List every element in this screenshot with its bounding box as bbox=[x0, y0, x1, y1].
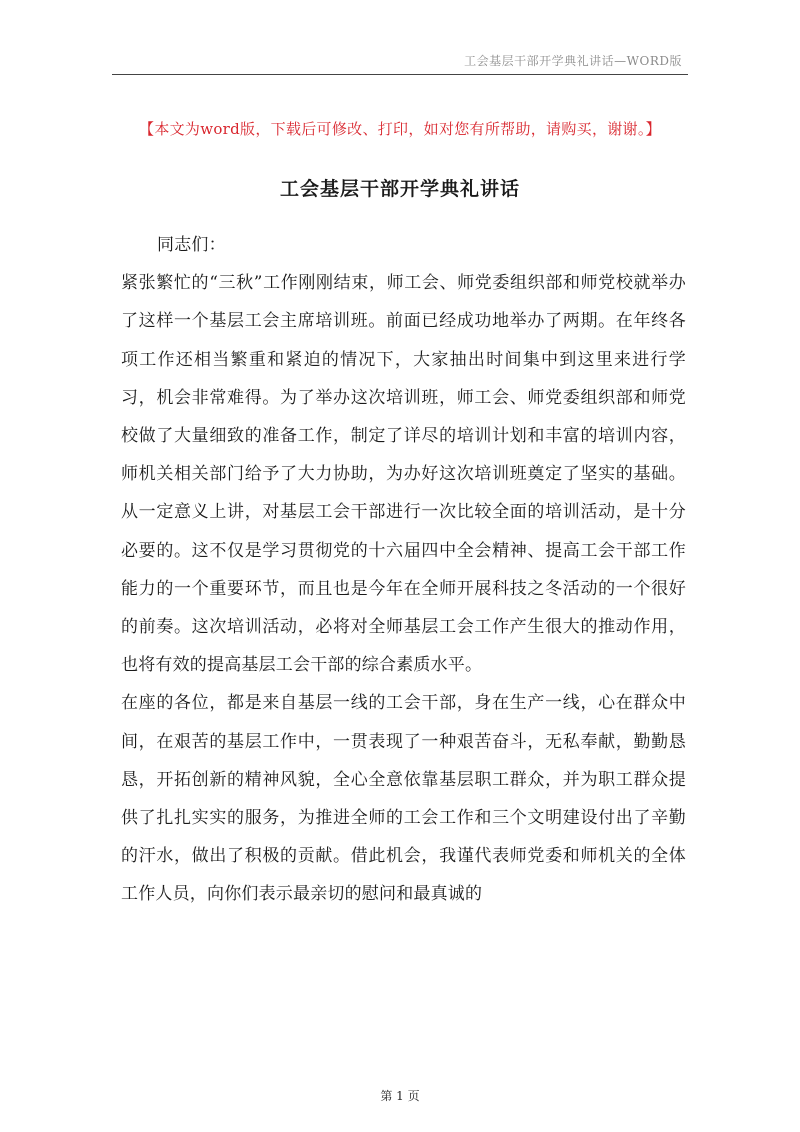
download-notice: 【本文为word版，下载后可修改、打印，如对您有所帮助，请购买，谢谢。】 bbox=[139, 120, 661, 138]
paragraph-1: 紧张繁忙的“三秋”工作刚刚结束，师工会、师党委组织部和师党校就举办了这样一个基层工会主席培训班。前面已经成功地举办了两期。在年终各项工作还相当繁重和紧迫的情况下，大家抽出时间集中到这里来进行学习，机会非常难得。为了举办这次培训班，师工会、师党委组织部和师党校做了大量细致的准备工作，制定了详尽的培训计划和丰富的培训内容，师机关相关部门给予了大力协助，为办好这次培训班奠定了坚实的基础。从一定意义上讲，对基层工会干部进行一次比较全面的培训活动，是十分必要的。这不仅是学习贯彻党的十六届四中全会精神、提高工会干部工作能力的一个重要环节，而且也是今年在全师开展科技之冬活动的一个很好的前奏。这次培训活动，必将对全师基层工会工作产生很大的推动作用，也将有效的提高基层工会干部的综合素质水平。 bbox=[121, 273, 686, 676]
page-number: 第 1 页 bbox=[380, 1089, 420, 1103]
paragraph-2: 在座的各位，都是来自基层一线的工会干部，身在生产一线，心在群众中间，在艰苦的基层工作中，一贯表现了一种艰苦奋斗，无私奉献，勤勤恳恳，开拓创新的精神风貌，全心全意依靠基层职工群众，并为职工群众提供了扎扎实实的服务，为推进全师的工会工作和三个文明建设付出了辛勤的汗水，做出了积极的贡献。借此机会，我谨代表师党委和师机关的全体工作人员，向你们表示最亲切的慰问和最真诚的 bbox=[121, 693, 686, 905]
document-title: 工会基层干部开学典礼讲话 bbox=[279, 178, 520, 200]
header-divider bbox=[112, 74, 688, 75]
salutation: 同志们： bbox=[157, 235, 226, 255]
document-body bbox=[121, 226, 686, 914]
running-header-title: 工会基层干部开学典礼讲话—WORD版 bbox=[464, 54, 682, 68]
